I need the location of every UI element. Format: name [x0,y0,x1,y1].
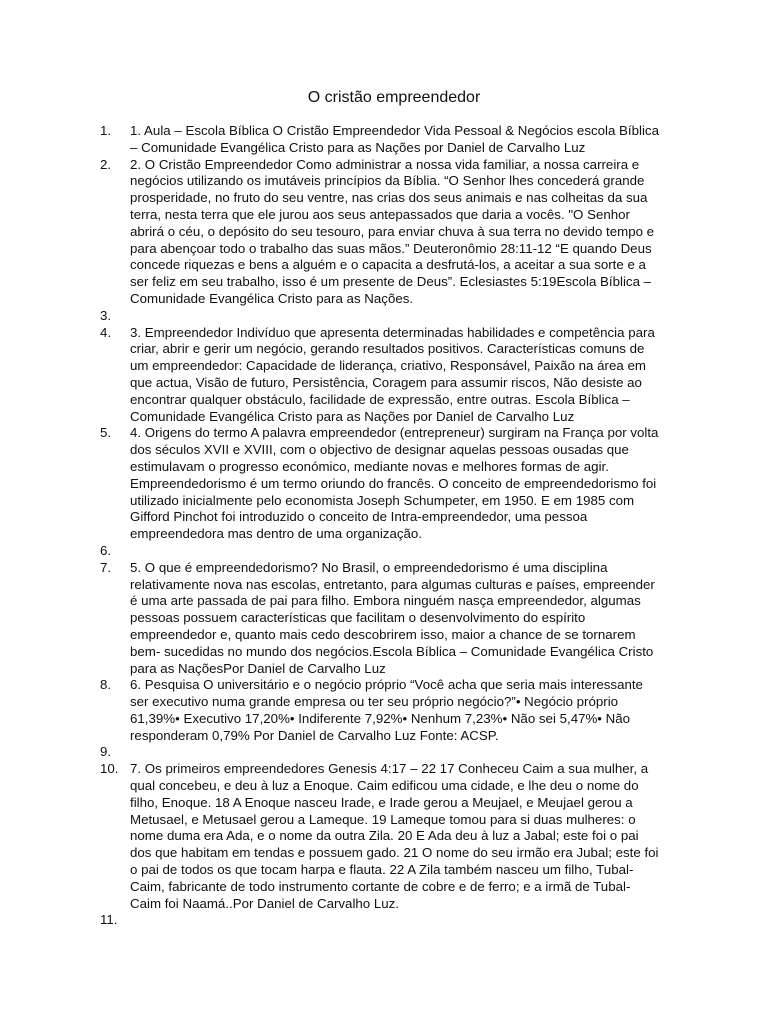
page-title: O cristão empreendedor [307,89,481,106]
list-item-text [130,912,660,929]
list-item-number: 1. [100,123,112,138]
list-item [100,912,660,929]
list-item-text [130,744,660,761]
list-item [100,425,660,543]
list-item-number: 9. [100,744,112,760]
list-item-text [130,308,660,325]
list-item-number: 3. [100,307,112,323]
list-item [100,677,660,744]
list-item-number: 6. [100,542,112,558]
list-item-number: 8. [100,677,112,693]
list-item [100,560,660,678]
list-item-number: 7. [100,559,112,575]
list-item [100,761,660,912]
list-item-number: 11. [100,912,118,928]
list-item-text: 6. Pesquisa O universitário e o negócio próprio “Você acha que seria mais interessante ser executivo numa grande empresa ou ter seu próprio negócio?”• Negócio próprio 61,39%• Executivo 17,20%• Indiferente 7,92%• Nenhum 7,23%• Não sei 5,47%• Não responderam 0,79% Por Daniel de Carvalho Luz Fonte: ACSP. [130,677,643,743]
list-item [100,157,660,308]
list-item-text: 7. Os primeiros empreendedores Genesis 4:17 – 22 17 Conheceu Caim a sua mulher, a qual concebeu, e deu à luz a Enoque. Caim edificou uma cidade, e lhe deu o nome do filho, Enoque. 18 A Enoque nasceu Irade, e Irade gerou a Meujael, e Meujael gerou a Metusael, e Metusael gerou a Lameque. 19 Lameque tomou para si duas mulheres: o nome duma era Ada, e o nome da outra Zila. 20 E Ada deu à luz a Jabal; este foi o pai dos que habitam em tendas e possuem gado. 21 O nome do seu irmão era Jubal; este foi o pai de todos os que tocam harpa e flauta. 22 A Zila também nasceu um filho, Tubal-Caim, fabricante de todo instrumento cortante de cobre e de ferro; e a irmã de Tubal-Caim foi Naamá..Por Daniel de Carvalho Luz. [130,761,659,911]
list-item [100,308,660,325]
list-item [100,744,660,761]
list-item-text: 3. Empreendedor Indivíduo que apresenta determinadas habilidades e competência para criar, abrir e gerir um negócio, gerando resultados positivos. Características comuns de um empreendedor: Capacidade de liderança, criativo, Responsável, Paixão na área em que actua, Visão de futuro, Persistência, Coragem para assumir riscos, Não desiste ao encontrar qualquer obstáculo, facilidade de expressão, entre outras. Escola Bíblica – Comunidade Evangélica Cristo para as Nações por Daniel de Carvalho Luz [130,324,655,424]
list-item-number: 5. [100,425,112,441]
list-item-text: 2. O Cristão Empreendedor Como administrar a nossa vida familiar, a nossa carreira e negócios utilizando os imutáveis princípios da Bíblia. “O Senhor lhes concederá grande prosperidade, no fruto do seu ventre, nas crias dos seus animais e nas colheitas da sua terra, nesta terra que ele jurou aos seus antepassados que daria a vocês. "O Senhor abrirá o céu, o depósito do seu tesouro, para enviar chuva à sua terra no devido tempo e para abençoar todo o trabalho das suas mãos.” Deuteronômio 28:11-12 “E quando Deus concede riquezas e bens a alguém e o capacita a desfrutá-los, a aceitar a sua sorte e a ser feliz em seu trabalho, isso é um presente de Deus”. Eclesiastes 5:19Escola Bíblica – Comunidade Evangélica Cristo para as Nações. [130,156,655,306]
list-item-text: 4. Origens do termo A palavra empreendedor (entrepreneur) surgiram na França por volta dos séculos XVII e XVIII, com o objectivo de designar aquelas pessoas ousadas que estimulavam o progresso económico, mediante novas e melhores formas de agir. Empreendedorismo é um termo oriundo do francês. O conceito de empreendedorismo foi utilizado inicialmente pelo economista Joseph Schumpeter, em 1950. E em 1985 com Gifford Pinchot foi introduzido o conceito de Intra-empreendedor, uma pessoa empreendedora mas dentro de uma organização. [130,425,659,542]
numbered-list [100,123,660,929]
list-item [100,543,660,560]
list-item-text: 5. O que é empreendedorismo? No Brasil, o empreendedorismo é uma disciplina relativamente nova nas escolas, entretanto, para algumas culturas e países, empreender é uma arte passada de pai para filho. Embora ninguém nasça empreendedor, algumas pessoas possuem características que facilitam o desenvolvimento do espírito empreendedor e, quanto mais cedo descobrirem isso, maior a chance de se tornarem bem- sucedidas no mundo dos negócios.Escola Bíblica – Comunidade Evangélica Cristo para as NaçõesPor Daniel de Carvalho Luz [130,559,655,676]
list-item [100,123,660,157]
list-item-number: 2. [100,156,112,172]
list-item [100,325,660,426]
list-item-number: 4. [100,324,112,340]
list-item-text [130,543,660,560]
list-item-text: 1. Aula – Escola Bíblica O Cristão Empreendedor Vida Pessoal & Negócios escola Bíblica – Comunidade Evangélica Cristo para as Nações por Daniel de Carvalho Luz [130,123,659,155]
list-item-number: 10. [100,761,119,777]
